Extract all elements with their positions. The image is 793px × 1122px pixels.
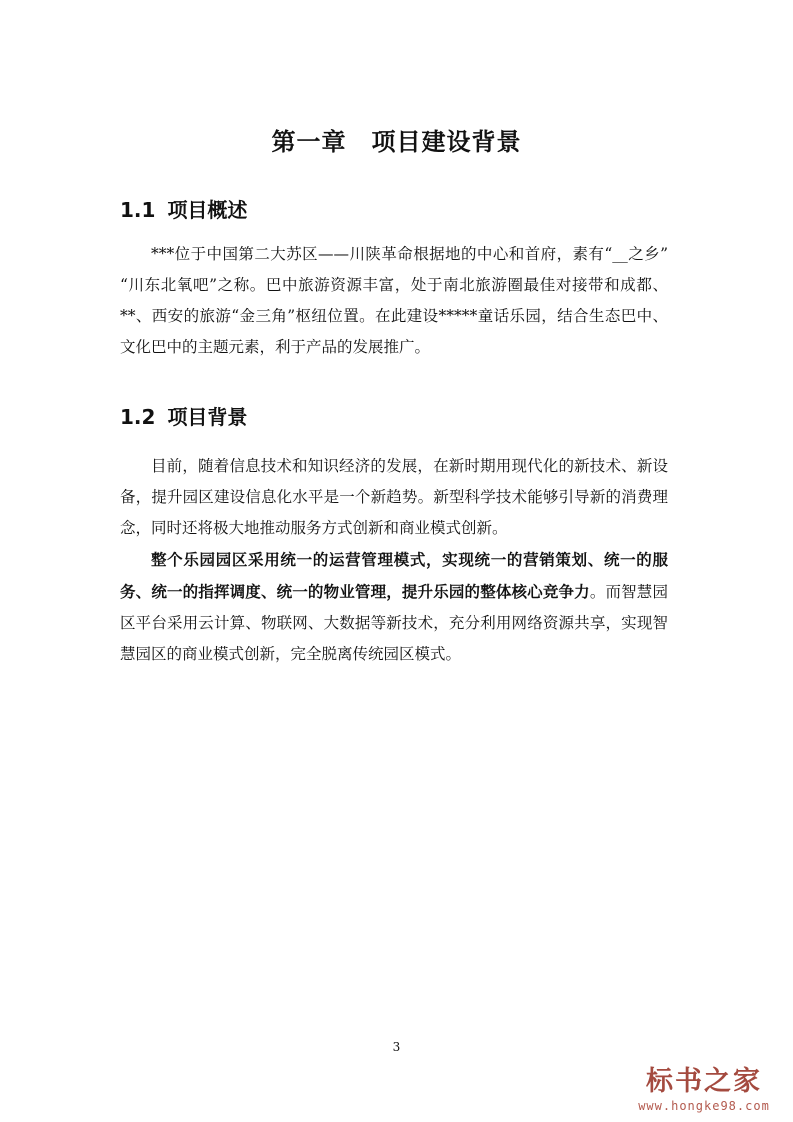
page-number: 3 [392,1040,401,1054]
section-title: 项目概述 [167,198,248,222]
watermark-logo: 标书之家 [646,1066,762,1097]
bold-statement: 整个乐园园区采用统一的运营管理模式，实现统一的营销策划、统一的服务、统一的指挥调度、统一的物业管理，提升乐园的整体核心竞争力 [120,550,668,601]
section-heading-overview [120,194,247,223]
section-heading-background [120,401,247,430]
section-number: 1.1 [120,198,156,222]
overview-paragraph: ***位于中国第二大苏区——川陕革命根据地的中心和首府，素有“__之乡” “川东北氧吧”之称。巴中旅游资源丰富，处于南北旅游圈最佳对接带和成都、**、西安的旅游“金三角”枢纽位置。在此建设*****童话乐园，结合生态巴中、文化巴中的主题元素，利于产品的发展推广。 [120,245,668,356]
background-paragraph-2 [120,544,668,670]
section-number: 1.2 [120,405,156,429]
watermark-url: www.hongke98.com [638,1099,770,1113]
section-title: 项目背景 [167,405,248,429]
background-paragraph-1: 目前，随着信息技术和知识经济的发展，在新时期用现代化的新技术、新设备，提升园区建设信息化水平是一个新趋势。新型科学技术能够引导新的消费理念，同时还将极大地推动服务方式创新和商业模式创新。 [120,457,668,537]
chapter-title: 第一章 项目建设背景 [271,128,522,156]
watermark [629,1066,779,1114]
paragraph-continuation: 。而智慧园区平台采用云计算、物联网、大数据等新技术，充分利用网络资源共享，实现智慧园区的商业模式创新，完全脱离传统园区模式。 [120,583,668,663]
